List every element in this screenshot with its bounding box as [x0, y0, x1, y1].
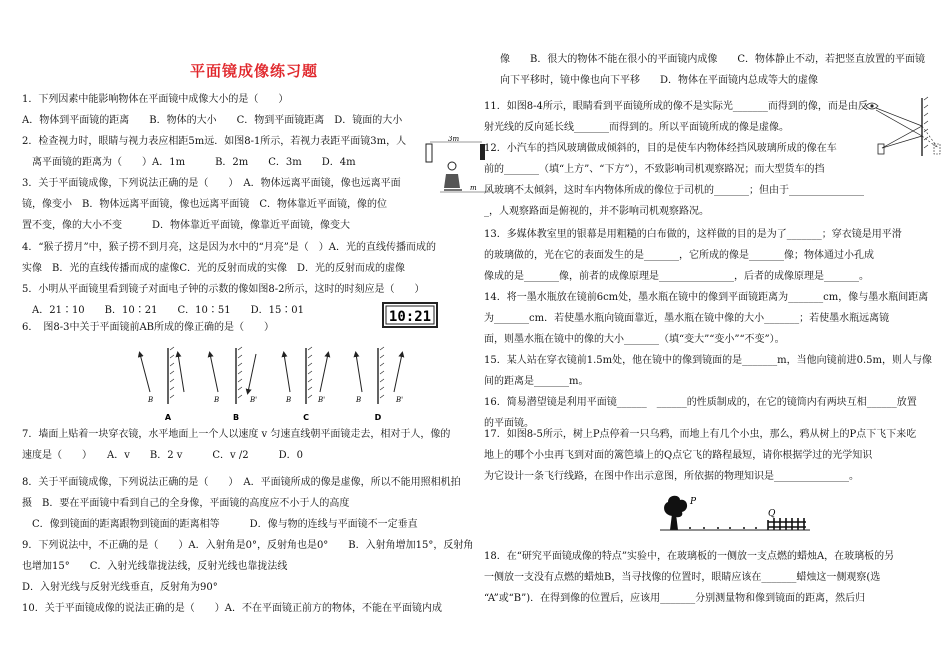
svg-text:B: B — [148, 396, 154, 404]
question-1: 1．下列因素中能影响物体在平面镜中成像大小的是（ ） A．物体到平面镜的距离 B．物体的大小 C．物到平面镜距离 D．镜面的大小 — [22, 94, 403, 126]
clock-display: 10:21 — [388, 309, 432, 325]
question-7: 7．墙面上贴着一块穿衣镜，水平地面上一个人以速度 v 匀速直线朝平面镜走去，相对于人，像的 速度是（ ） A．v B．2 v C．v /2 D．0 — [22, 429, 451, 461]
question-5: 5．小明从平面镜里看到镜子对面电子钟的示数的像如图8-2所示，这时的时刻应是（ ） A．21∶10 B．10∶21 C．10∶51 D．15∶01 — [22, 284, 425, 316]
figure-8-2-clock — [382, 302, 438, 328]
option-b-label: B — [232, 413, 240, 422]
question-12: 12．小汽车的挡风玻璃做成倾斜的，目的是使车内物体经挡风玻璃所成的像在车 前的_______（填“上方”、“下方”），不致影响司机观察路况；而大型货车的挡 风玻璃不太倾斜，这时车内物体所成的像位于司机的_______；但由于_______________ _，人观察路面是俯视的，并不影响司机观察路况。 — [484, 143, 864, 217]
svg-text:B: B — [214, 396, 220, 404]
option-a-diagram — [140, 347, 184, 422]
question-10-continued: 像 B．很大的物体不能在很小的平面镜内成像 C．物体静止不动，若把竖直放置的平面镜 向下平移时，镜中像也向下平移 D．物体在平面镜内总成等大的虚像 — [500, 54, 925, 86]
option-c-label: C — [303, 413, 309, 422]
question-14: 14．将一墨水瓶放在镜前6cm处，墨水瓶在镜中的像到平面镜距离为_______cm，像与墨水瓶间距离 为_______cm．若使墨水瓶向镜面靠近，墨水瓶在镜中像的大小_______；若使墨水瓶远离镜 面，则墨水瓶在镜中的像的大小_______（填“变大”“变小”“不变”）。 — [484, 292, 929, 345]
question-11: 11．如图8-4所示，眼睛看到平面镜所成的像不是实际光_______而得到的像，而是由反 射光线的反向延长线_______而得到的。所以平面镜所成的像是虚像。 — [484, 101, 868, 133]
option-d-label: D — [374, 413, 382, 422]
svg-text:B: B — [286, 396, 292, 404]
page-title: 平面镜成像练习题 — [190, 62, 319, 80]
svg-text:B: B — [356, 396, 362, 404]
fig1-label-3m: 3m — [448, 136, 460, 143]
question-4: 4．“猴子捞月”中，猴子捞不到月亮，这是因为水中的“月亮”是（ ）A．光的直线传播而成的 实像 B．光的直线传播而成的虚像C．光的反射而成的实像 D．光的反射而成的虚像 — [22, 242, 437, 274]
question-9: 9．下列说法中，不正确的是（ ）A．入射角是0°，反射角也是0° B．入射角增加15°，反射角 也增加15° C．入射光线靠拢法线，反射光线也靠拢法线 D．入射光线与反射光线垂直，反射角为90° — [22, 540, 474, 593]
option-d-diagram — [355, 347, 403, 422]
question-2: 2．检查视力时，眼睛与视力表应相距5m远．如图8-1所示，若视力表距平面镜3m，人 离平面镜的距离为（ ）A．1m B．2m C．3m D．4m — [22, 136, 407, 168]
svg-text:B': B' — [250, 396, 258, 404]
question-16: 16．简易潜望镜是利用平面镜______ ______的性质制成的，在它的镜筒内有两块互相______放置 的平面镜。 — [484, 397, 917, 429]
svg-text:B': B' — [318, 396, 326, 404]
point-p-label: P — [690, 497, 697, 507]
option-c-diagram — [284, 347, 328, 422]
svg-text:B': B' — [396, 396, 404, 404]
option-a-label: A — [164, 413, 172, 422]
fig1-label-m: m — [470, 184, 477, 192]
question-13: 13．多媒体教室里的银幕是用粗糙的白布做的，这样做的目的是为了_______；穿衣镜是用平滑 的玻璃做的，光在它的表面发生的是_______，它所成的像是_______像；物体通过小孔成 像成的是_______像，前者的成像原理是_______________，后者的成像原理是_______。 — [484, 229, 902, 282]
question-6: 6． 图8-3中关于平面镜前AB所成的像正确的是（ ） — [22, 322, 275, 333]
question-3: 3．关于平面镜成像，下列说法正确的是（ ） A．物体远离平面镜，像也远离平面 镜，像变小 B．物体远离平面镜，像也远离平面镜 C．物体靠近平面镜，像的位 置不变，像的大小不变 D．物体靠近平面镜，像靠近平面镜，像变大 — [22, 178, 401, 231]
option-b-diagram — [210, 347, 257, 422]
question-17: 17．如图8-5所示，树上P点停着一只乌鸦，而地上有几个小虫，那么，鸦从树上的P点下飞下来吃 地上的哪个小虫再飞到对面的篱笆墙上的Q点它飞的路程最短，请你根据学过的光学知识 为它设计一条飞行线路，在图中作出示意图，所依据的物理知识是_______________。 — [484, 429, 917, 482]
question-8: 8．关于平面镜成像，下列说法正确的是（ ） A．平面镜所成的像是虚像，所以不能用照相机拍 摄 B．要在平面镜中看到自己的全身像，平面镜的高度应不小于人的高度 C．像到镜面的距离跟物到镜面的距离相等 D．像与物的连线与平面镜不一定垂直 — [22, 477, 461, 530]
figure-8-4 — [862, 96, 942, 158]
question-18: 18．在“研究平面镜成像的特点”实验中，在玻璃板的一侧放一支点燃的蜡烛A，在玻璃板的另 一侧放一支没有点燃的蜡烛B，当寻找像的位置时，眼睛应该在_______蜡烛这一侧观察(选 “A”或“B”)．在得到像的位置后，应该用_______分别测量物和像到镜面的距离，然后归 — [484, 551, 895, 604]
question-10: 10．关于平面镜成像的说法正确的是（ ）A．不在平面镜正前方的物体，不能在平面镜内成 — [22, 603, 442, 614]
point-q-label: Q — [768, 509, 776, 519]
figure-8-5 — [660, 494, 810, 534]
question-15: 15．某人站在穿衣镜前1.5m处，他在镜中的像到镜面的是_______m，当他向镜前进0.5m，则人与像 间的距离是_______m。 — [484, 355, 932, 387]
figure-8-3 — [130, 340, 420, 424]
